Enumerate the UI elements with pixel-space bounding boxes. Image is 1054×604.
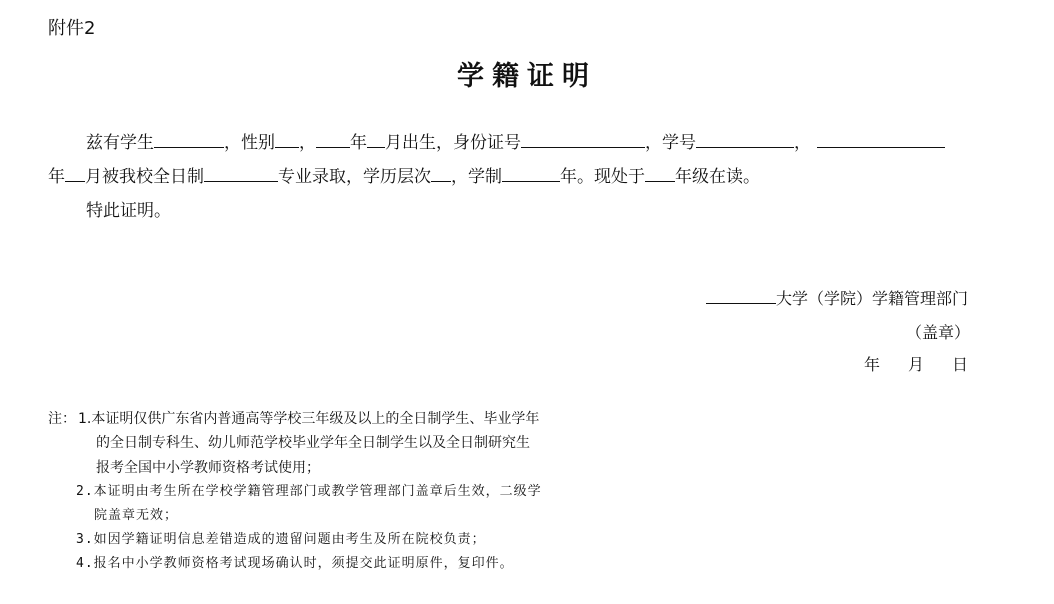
note-3: 3.如因学籍证明信息差错造成的遗留问题由考生及所在院校负责； <box>76 532 486 547</box>
date-year: 年 <box>863 355 880 374</box>
certificate-line-2 <box>48 165 760 188</box>
text-year-2: 年 <box>48 167 65 187</box>
blank-gender[interactable] <box>275 131 299 148</box>
note-2-line-1: 2.本证明由考生所在学校学籍管理部门或教学管理部门盖章后生效，二级学 <box>76 484 542 499</box>
blank-major[interactable] <box>204 165 278 182</box>
note-2-line-2: 院盖章无效； <box>94 508 179 523</box>
note-4: 4.报名中小学教师资格考试现场确认时，须提交此证明原件，复印件。 <box>76 556 514 571</box>
attachment-label: 附件2 <box>48 18 96 39</box>
certificate-line-3: 特此证明。 <box>86 201 171 221</box>
text-birth-id: 月出生，身份证号 <box>385 133 521 153</box>
text-student: 兹有学生 <box>86 133 154 153</box>
blank-education-level[interactable] <box>431 165 451 182</box>
department-line <box>706 286 968 309</box>
text-enrolled: 月被我校全日制 <box>85 167 204 187</box>
blank-birth-month[interactable] <box>367 131 385 148</box>
text-comma: ， <box>299 133 316 153</box>
blank-duration[interactable] <box>502 165 560 182</box>
date-month: 月 <box>907 355 924 374</box>
blank-enroll-year[interactable] <box>817 131 945 148</box>
text-major-level: 专业录取，学历层次 <box>278 167 431 187</box>
seal-label: （盖章） <box>905 323 970 342</box>
text-duration: ，学制 <box>451 167 502 187</box>
blank-student-name[interactable] <box>154 131 224 148</box>
blank-id-number[interactable] <box>521 131 645 148</box>
blank-birth-year[interactable] <box>316 131 350 148</box>
note-1-line-3: 报考全国中小学教师资格考试使用； <box>96 460 320 476</box>
text-grade: 年级在读。 <box>675 167 760 187</box>
notes-label: 注： <box>48 411 76 427</box>
date-day: 日 <box>951 355 968 374</box>
note-1-line-2: 的全日制专科生、幼儿师范学校毕业学年全日制学生以及全日制研究生 <box>96 435 530 451</box>
text-student-no: ，学号 <box>645 133 696 153</box>
blank-student-number[interactable] <box>696 131 794 148</box>
text-year: 年 <box>350 133 367 153</box>
blank-grade[interactable] <box>645 165 675 182</box>
date-line <box>864 352 968 375</box>
text-comma-2: ， <box>794 133 811 153</box>
department-label: 大学（学院）学籍管理部门 <box>775 289 968 308</box>
text-currently: 年。现处于 <box>560 167 645 187</box>
certificate-line-1 <box>86 131 945 154</box>
blank-university[interactable] <box>706 287 776 304</box>
text-gender: ，性别 <box>224 133 275 153</box>
document-title: 学籍证明 <box>457 61 597 92</box>
note-1-line-1: 1.本证明仅供广东省内普通高等学校三年级及以上的全日制学生、毕业学年 <box>78 411 540 427</box>
blank-enroll-month[interactable] <box>65 165 85 182</box>
